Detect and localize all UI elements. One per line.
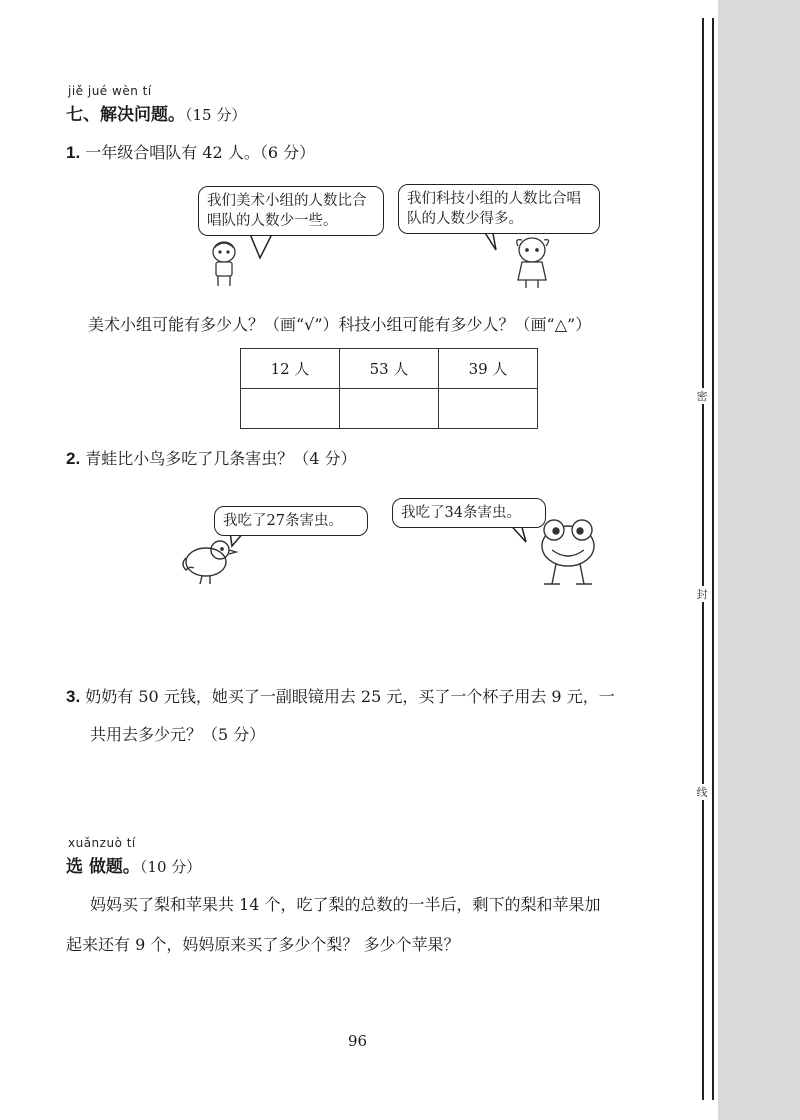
tech-group-bubble: 我们科技小组的人数比合唱队的人数少得多。: [398, 184, 600, 234]
binding-line-outer: [712, 18, 714, 1100]
choir-illustration: [192, 178, 606, 290]
seal-mark-mi: 密: [693, 388, 711, 404]
section7-title: [66, 100, 246, 125]
answer-cell[interactable]: [439, 389, 538, 429]
section7-pinyin: jiě jué wèn tí: [68, 84, 152, 98]
answer-cell[interactable]: [340, 389, 439, 429]
frog-bird-illustration: [166, 484, 604, 592]
question-3-line-1: [66, 684, 696, 707]
question-1: [66, 140, 315, 163]
table-answer-row: [241, 389, 538, 429]
section7-points: （15 分）: [185, 106, 247, 124]
question-1-text: 一年级合唱队有 42 人。（6 分）: [85, 143, 316, 162]
question-2: [66, 446, 357, 469]
page-number: 96: [348, 1032, 368, 1050]
table-header-cell: 39 人: [439, 349, 538, 389]
binding-margin-panel: [718, 0, 800, 1120]
question-1-instruction: 美术小组可能有多少人？（画“√”）科技小组可能有多少人？（画“△”）: [88, 315, 592, 334]
seal-mark-feng: 封: [693, 586, 711, 602]
boy-figure: [213, 242, 235, 286]
table-header-row: [241, 349, 538, 389]
frog-bubble: 我吃了34条害虫。: [392, 498, 546, 528]
optional-points: （10 分）: [139, 858, 202, 876]
optional-text-line-1: 妈妈买了梨和苹果共 14 个，吃了梨的总数的一半后，剩下的梨和苹果加: [90, 895, 601, 914]
answer-cell[interactable]: [241, 389, 340, 429]
section7-title-text: 七、解决问题。: [66, 105, 185, 125]
question-3-text-line-1: 奶奶有 50 元钱，她买了一副眼镜用去 25 元，买了一个杯子用去 9 元，一: [85, 687, 615, 706]
frog-figure: [542, 520, 594, 584]
optional-text-line-2: 起来还有 9 个，妈妈原来买了多少个梨？ 多少个苹果？: [66, 935, 460, 954]
question-2-text: 青蛙比小鸟多吃了几条害虫？（4 分）: [85, 449, 357, 468]
art-group-bubble: 我们美术小组的人数比合唱队的人数少一些。: [198, 186, 384, 236]
question-3-number: 3.: [66, 687, 81, 706]
question-3-line-2: 共用去多少元？（5 分）: [90, 725, 266, 744]
optional-title: [66, 852, 201, 877]
girl-figure: [517, 238, 549, 288]
table-header-cell: 12 人: [241, 349, 340, 389]
question-2-number: 2.: [66, 449, 81, 468]
seal-mark-xian: 线: [693, 784, 711, 800]
bird-figure: [183, 541, 236, 584]
question-1-number: 1.: [66, 143, 81, 162]
optional-pinyin: xuǎnzuò tí: [68, 836, 136, 850]
answer-table: [240, 348, 538, 429]
table-header-cell: 53 人: [340, 349, 439, 389]
binding-line-inner: [702, 18, 704, 1100]
bird-bubble: 我吃了27条害虫。: [214, 506, 368, 536]
optional-title-text: 选 做题。: [66, 857, 140, 877]
